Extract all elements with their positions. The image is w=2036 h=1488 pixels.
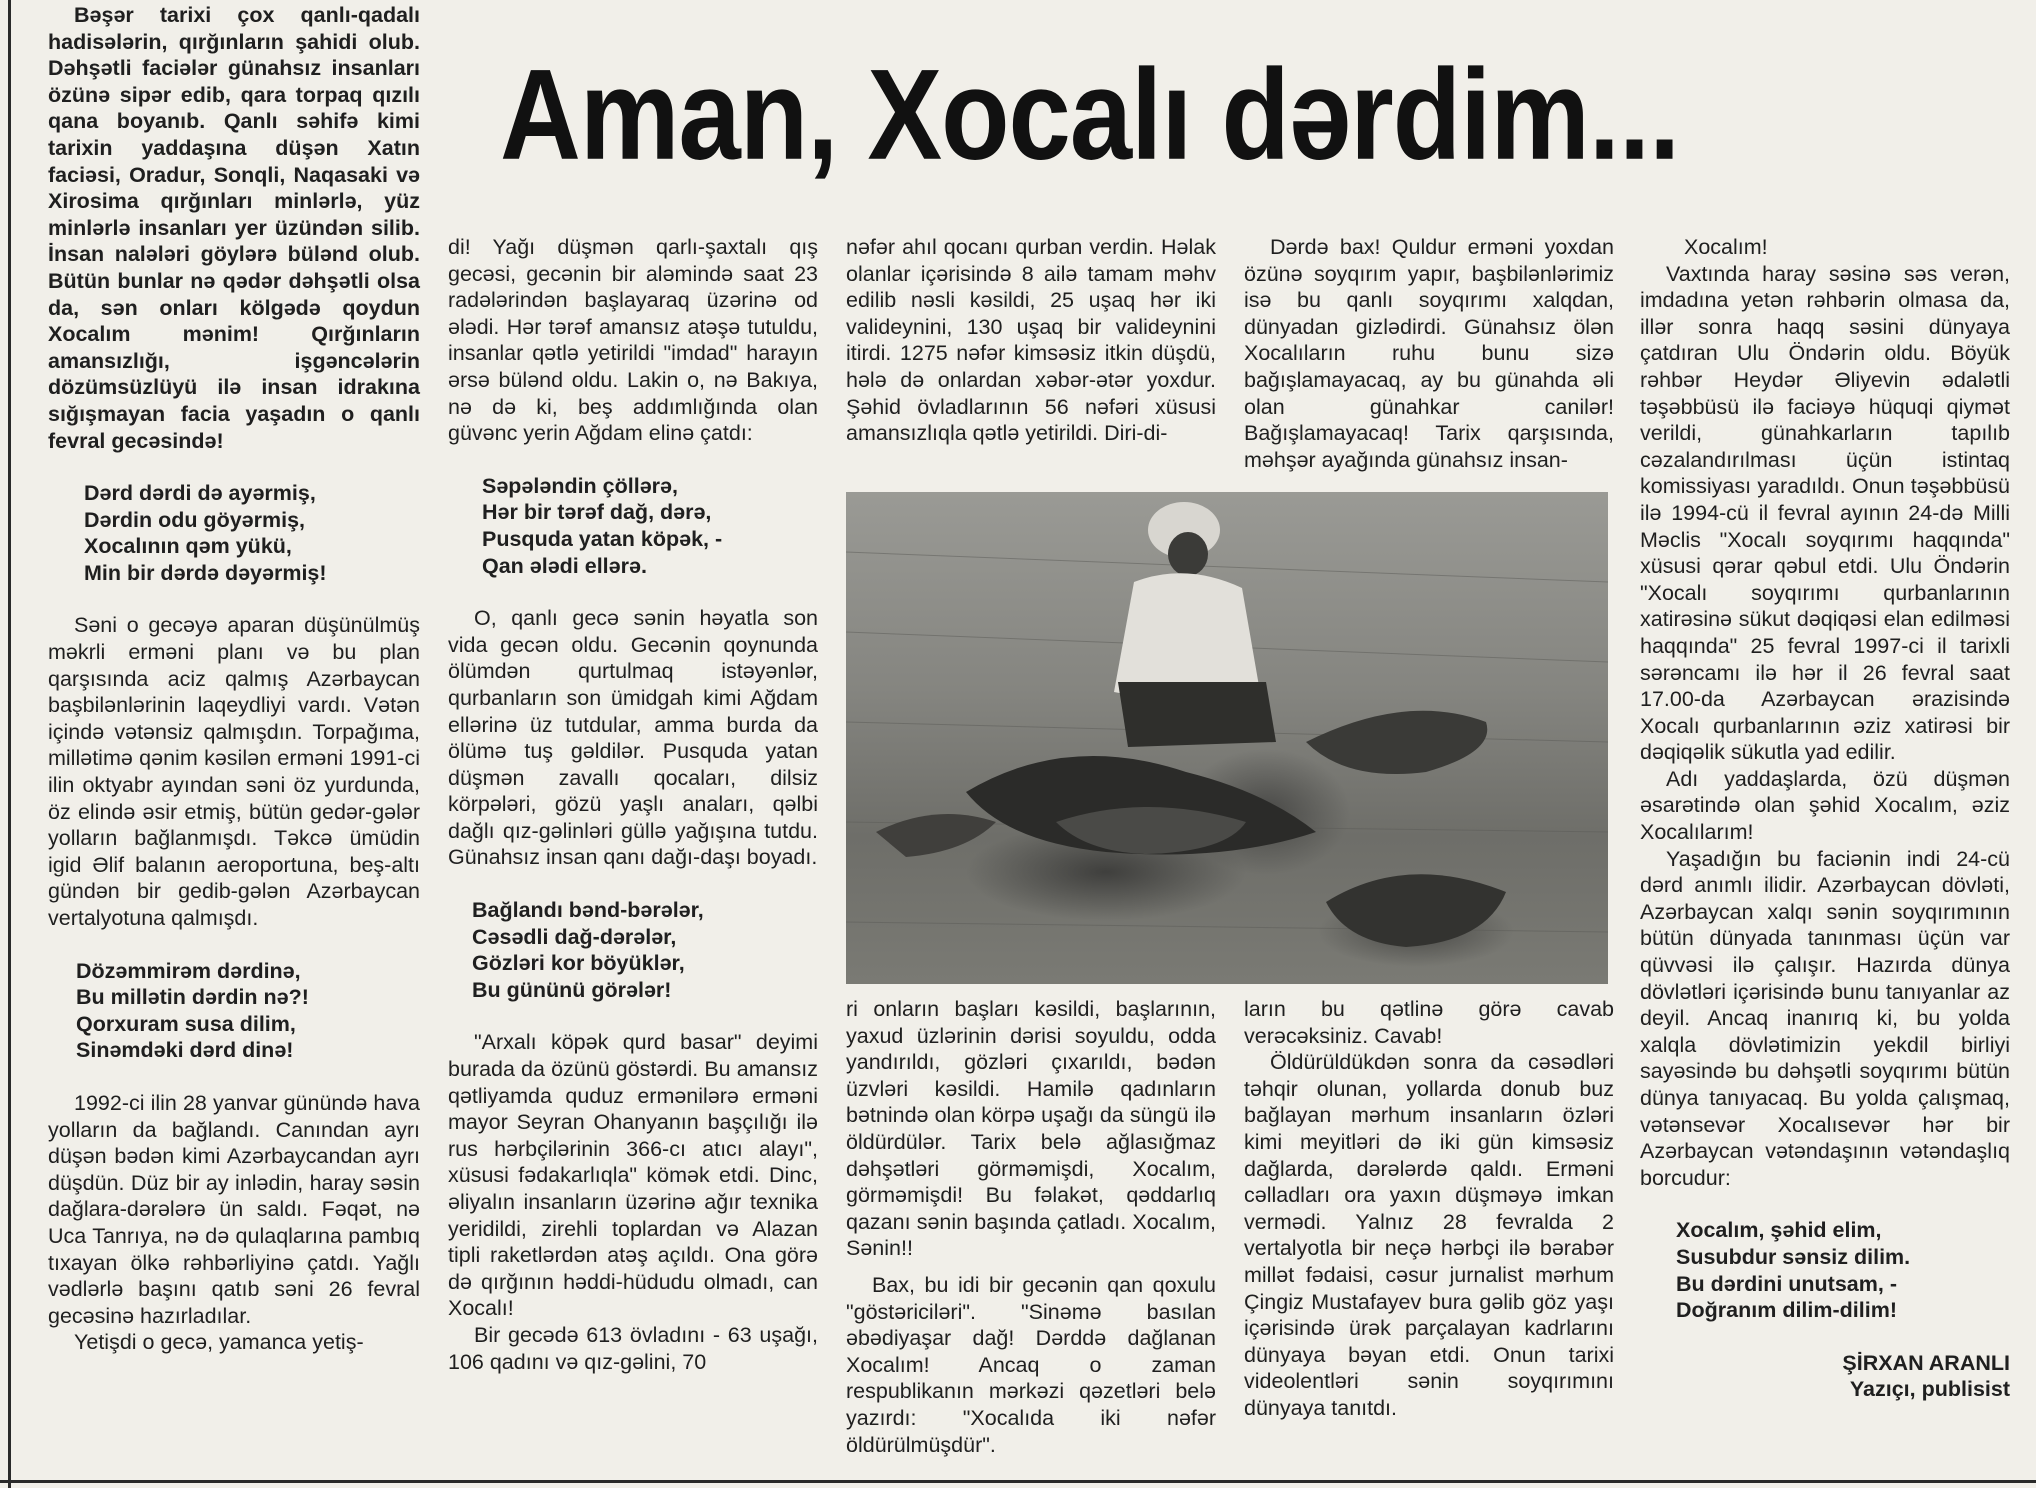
poem-1: [48, 480, 420, 586]
paragraph: 1992-ci ilin 28 yanvar günündə hava yolların da bağlandı. Canından ayrı düşən bədən kimi Azərbaycandan ayrı düşdün. Düz bir ay inlədin, haray səsin dağlara-dərələrə ün saldı. Fəqət, nə Uca Tanrıya, nə də qulaqlarına pambıq tıxayan ölkə rəhbərliyinə çatdı. Yağlı vədlərlə başını qatıb səni 26 fevral gecəsinə hazırladılar.: [48, 1090, 420, 1328]
column-1: [48, 2, 420, 1356]
paragraph: O, qanlı gecə sənin həyatla son vida gecən oldu. Gecənin qoynunda ölümdən qurtulmaq istəyənlər, qurbanların son ümidgah kimi Ağdam ellərinə üz tutdular, amma burda da ölümə tuş gəldilər. Pusquda yatan düşmən zavallı qocaları, dilsiz körpələri, gözü yaşlı anaları, qəlbi dağlı qız-gəlinləri güllə yağışına tutdu. Günahsız insan qanı dağı-daşı boyadı.: [448, 606, 818, 870]
poem-line: Qorxuram susa dilim,: [76, 1011, 296, 1036]
paragraph: Bir gecədə 613 övladını - 63 uşağı, 106 qadını və qız-gəlini, 70: [448, 1322, 818, 1374]
paragraph: Bax, bu idi bir gecənin qan qoxulu "göstəriciləri". "Sinəmə basılan əbədiyaşar dağ! Dərddə dağlanan Xocalım! Ancaq o zaman respublikanın mərkəzi qəzetləri belə yazırdı: "Xocalıda iki nəfər öldürülmüşdür".: [846, 1272, 1216, 1457]
author-title: Yazıçı, publisist: [1849, 1377, 2010, 1402]
column-3-bottom: [846, 996, 1216, 1458]
poem-line: Xocalının qəm yükü,: [84, 534, 292, 559]
lead-paragraph: Bəşər tarixi çox qanlı-qadalı hadisələrin, qırğınların şahidi olub. Dəhşətli faciələr günahsız insanları özünə sipər edib, qara torpaq qızılı qana boyanıb. Qanlı səhifə kimi tarixin yaddaşına düşən Xatın faciəsi, Oradur, Sonqli, Naqasaki və Xirosima qırğınları minlərlə, yüz minlərlə insanları yer üzündən silib. İnsan nalələri göylərə bülənd olub. Bütün bunlar nə qədər dəhşətli olsa da, sən onları kölgədə qoydun Xocalım mənim! Qırğınların amansızlığı, işgəncələrin dözümsüzlüyü ilə insan idrakına sığışmayan facia yaşadın o qanlı fevral gecəsində!: [48, 3, 420, 453]
paragraph: Öldürüldükdən sonra da cəsədləri təhqir olunan, yollarda donub buz bağlayan mərhum insanların özləri kimi meyitləri də iki gün kimsəsiz dağlarda, dərələrdə qaldı. Erməni cəlladları ora yaxın düşməyə imkan vermədi. Yalnız 28 fevralda 2 vertalyotla bir neçə hərbçi ilə bərabər millət fədaisi, cəsur jurnalist mərhum Çingiz Mustafayev bura gəlib göz yaşı içərisində ürək parçalayan kadrlarını dünyaya bəyan etdi. Onun tarixi videolentləri sənin soyqırımını dünyaya tanıtdı.: [1244, 1050, 1614, 1420]
poem-line: Doğranım dilim-dilim!: [1676, 1298, 1897, 1323]
poem-line: Gözləri kor böyüklər,: [472, 951, 685, 976]
bottom-rule: [0, 1480, 2036, 1483]
author-name: ŞİRXAN ARANLI: [1842, 1350, 2010, 1375]
poem-line: Dözəmmirəm dərdinə,: [76, 958, 301, 983]
photo-victims: [846, 492, 1608, 984]
poem-line: Bu millətin dərdin nə?!: [76, 985, 309, 1010]
poem-4: [448, 897, 818, 1003]
column-5: [1640, 234, 2010, 1403]
paragraph: nəfər ahıl qocanı qurban verdin. Həlak olanlar içərisində 8 ailə tamam məhv edilib nəsli kəsildi, 25 uşaq hər iki valideynini, 130 uşaq bir valideynini itirdi. 1275 nəfər kimsəsiz itkin düşdü, hələ də onlardan xəbər-ətər yoxdur. Şəhid övladlarının 56 nəfəri xüsusi amansızlıqla qətlə yetirildi. Diri-di-: [846, 235, 1216, 446]
poem-line: Pusquda yatan köpək, -: [482, 526, 723, 551]
paragraph: Yetişdi o gecə, yamanca yetiş-: [74, 1330, 364, 1355]
paragraph: Yaşadığın bu faciənin indi 24-cü dərd anımlı ilidir. Azərbaycan dövləti, Azərbaycan xalqı sənin soyqırımının bütün dünyada tanınması üçün var qüvvəsi ilə çalışır. Hazırda dünya dövlətləri içərisində bunu tanıyanlar az deyil. Ancaq inanırıq ki, bu yolda xalqla dövlətimizin yekdil birliyi sayəsində bu dəhşətli soyqırımı bütün dünya tanıyacaq. Bu yolda çalışmaq, vətənsevər Xocalısevər hər bir Azərbaycan vətəndaşının vətəndaşlıq borcudur:: [1640, 846, 2010, 1190]
photo-illustration: [846, 492, 1608, 984]
poem-line: Min bir dərdə dəyərmiş!: [84, 560, 327, 585]
headline: Aman, Xocalı dərdim...: [500, 42, 1680, 187]
poem-line: Dərdin odu göyərmiş,: [84, 507, 306, 532]
paragraph: Səni o gecəyə aparan düşünülmüş məkrli erməni planı və bu plan qarşısında aciz qalmış Azərbaycan başbilənlərinin laqeydliyi vardı. Vətən içində vətənsiz qalmışdın. Torpağıma, millətimə qənim kəsilən erməni 1991-ci ilin oktyabr ayından səni öz yurdunda, öz elində əsir etmiş, bütün gedər-gələr yolların bağlanmışdı. Təkcə ümüdin igid Əlif balanın aeroportuna, beş-altı gündən bir gedib-gələn Azərbaycan vertalyotuna qalmışdı.: [48, 613, 420, 930]
poem-line: Susubdur sənsiz dilim.: [1676, 1244, 1911, 1269]
poem-line: Cəsədli dağ-dərələr,: [472, 924, 677, 949]
poem-3: [448, 473, 818, 579]
paragraph: ların bu qətlinə görə cavab verəcəksiniz. Cavab!: [1244, 997, 1614, 1048]
paragraph: Dərdə bax! Quldur erməni yoxdan özünə soyqırım yapır, başbilənlərimiz isə bu qanlı soyqırımı xalqdan, dünyadan gizlədirdi. Günahsız ölən Xocalıların ruhu bunu sizə bağışlamayacaq, ay bu günahda əli olan günahkar canilər! Bağışlamayacaq! Tarix qarşısında, məhşər ayağında günahsız insan-: [1244, 235, 1614, 472]
poem-line: Bağlandı bənd-bərələr,: [472, 898, 704, 923]
paragraph: Xocalım!: [1684, 235, 1768, 259]
poem-line: Bu gününü görələr!: [472, 977, 672, 1002]
column-rule: [8, 0, 11, 1488]
poem-line: Səpələndin çöllərə,: [482, 473, 678, 498]
poem-2: [48, 958, 420, 1064]
column-4-bottom: [1244, 996, 1614, 1422]
poem-line: Hər bir tərəf dağ, dərə,: [482, 500, 712, 525]
paragraph: ri onların başları kəsildi, başlarının, yaxud üzlərinin dərisi soyuldu, odda yandırıldı, gözləri çıxarıldı, bədən üzvləri kəsildi. Hamilə qadınların bətnində olan körpə uşağı da süngü ilə öldürdülər. Tarix belə ağlasığmaz dəhşətləri görməmişdi, Xocalım, görməmişdi! Bu fəlakət, qəddarlıq qazanı sənin başında çatladı. Xocalım, Sənin!!: [846, 997, 1216, 1261]
column-3-top: [846, 234, 1216, 447]
paragraph: "Arxalı köpək qurd basar" deyimi burada da özünü göstərdi. Bu amansız qətliyamda quduz ermənilərə erməni mayor Seyran Ohanyanın başçılığı ilə rus hərbçilərinin 366-cı atıcı alayı", xüsusi fədakarlıqla" kömək etdi. Dinc, əliyalın insanların üzərinə ağır texnika yeridildi, zirehli toplardan və Alazan tipli raketlərdən atəş açıldı. Ona görə də qırğının həddi-hüdudu olmadı, can Xocalı!: [448, 1030, 818, 1321]
column-4-top: [1244, 234, 1614, 473]
poem-5: [1640, 1217, 2010, 1323]
column-2: [448, 234, 818, 1375]
poem-line: Bu dərdini unutsam, -: [1676, 1271, 1897, 1296]
paragraph: Adı yaddaşlarda, özü düşmən əsarətində olan şəhid Xocalım, əziz Xocalılarım!: [1640, 766, 2010, 845]
paragraph: Vaxtında haray səsinə səs verən, imdadına yetən rəhbərin olmasa da, illər sonra haqq səsini dünyaya çatdıran Ulu Öndərin oldu. Böyük rəhbər Heydər Əliyevin ədalətli təşəbbüsü ilə faciəyə hüquqi qiymət verildi, günahkarların tapılıb cəzalandırılması üçün istintaq komissiyası yaradıldı. Onun təşəbbüsü ilə 1994-cü il fevral ayının 24-də Milli Məclis "Xocalı soyqırımı haqqında" xüsusi qərar qəbul etdi. Ulu Öndərin "Xocalı soyqırımı qurbanlarının xatirəsinə sükut dəqiqəsi elan edilməsi haqqında" 25 fevral 1997-ci il tarixli sərəncamı ilə hər il 26 fevral saat 17.00-da Azərbaycan ərazisində Xocalı qurbanlarının əziz xatirəsi bir dəqiqəlik sükutla yad edilir.: [1640, 261, 2010, 765]
poem-line: Dərd dərdi də ayərmiş,: [84, 481, 316, 506]
poem-line: Sinəmdəki dərd dinə!: [76, 1038, 294, 1063]
paragraph: di! Yağı düşmən qarlı-şaxtalı qış gecəsi, gecənin bir aləmində saat 23 radələrindən başlayaraq üzərinə od ələdi. Hər tərəf amansız atəşə tutuldu, insanlar qətlə yetirildi "imdad" harayın ərsə bülənd oldu. Lakin o, nə Bakıya, nə də ki, beş addımlığında olan güvənc yerin Ağdam elinə çatdı:: [448, 235, 818, 446]
poem-line: Qan ələdi ellərə.: [482, 553, 647, 578]
poem-line: Xocalım, şəhid elim,: [1676, 1218, 1882, 1243]
